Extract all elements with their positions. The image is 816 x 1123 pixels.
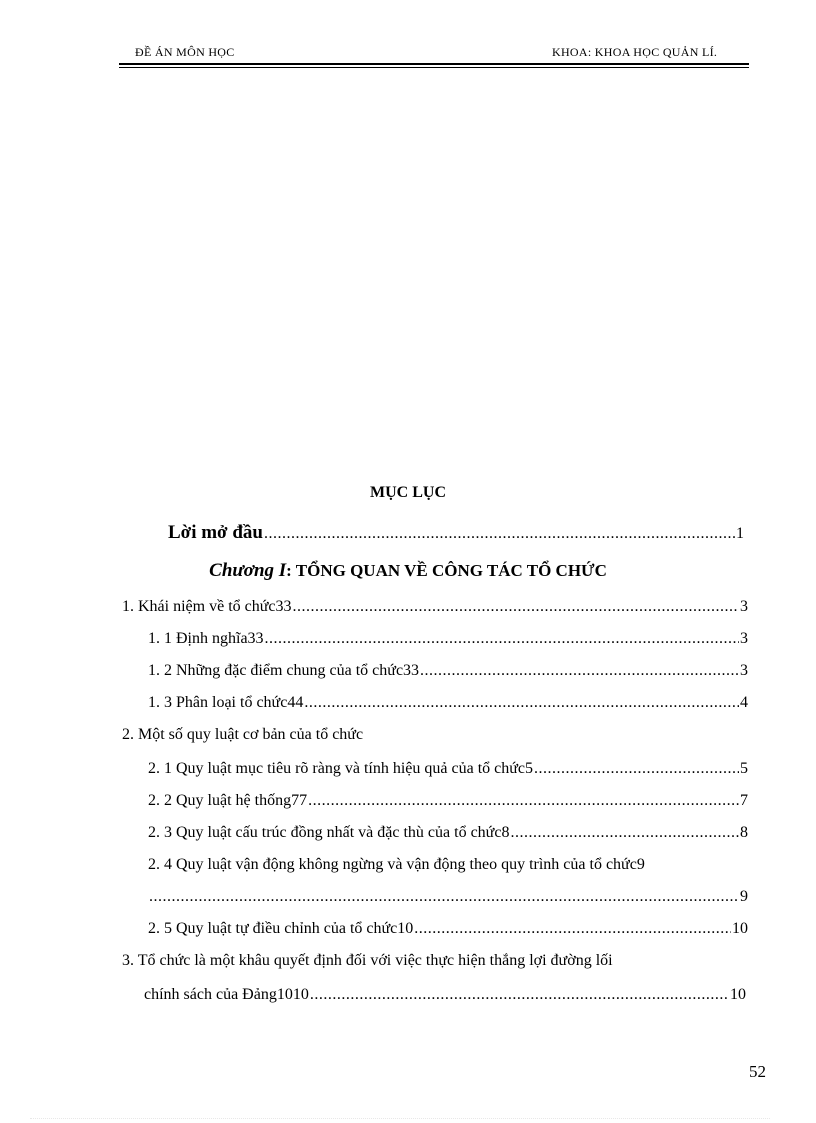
- toc-entry-continuation[interactable]: [148, 886, 748, 908]
- header-faculty-label: KHOA: KHOA HỌC QUẢN LÍ.: [552, 45, 718, 59]
- toc-entry-wrapped[interactable]: 2. 4 Quy luật vận động không ngừng và vận động theo quy trình của tổ chức9: [148, 856, 645, 873]
- toc-entry-page: 9: [740, 888, 748, 905]
- header-rule-thin: [119, 67, 749, 68]
- toc-entry[interactable]: [148, 660, 748, 682]
- dot-leader: [534, 758, 739, 780]
- toc-entry-label: 1. 3 Phân loại tổ chức44: [148, 694, 304, 711]
- toc-entry-page: 3: [740, 662, 748, 679]
- footer-divider: [30, 1118, 770, 1119]
- toc-entry[interactable]: [148, 692, 748, 714]
- toc-entry-label: 1. Khái niệm về tổ chức33: [122, 598, 292, 615]
- toc-entry-label: Lời mở đầu: [168, 522, 263, 543]
- toc-entry-page: 3: [740, 630, 748, 647]
- toc-entry[interactable]: [122, 596, 748, 618]
- toc-entry-label: chính sách của Đảng1010: [144, 986, 309, 1003]
- toc-entry-label: 1. 1 Định nghĩa33: [148, 630, 264, 647]
- toc-entry-page: 3: [740, 598, 748, 615]
- dot-leader: [149, 886, 739, 908]
- toc-entry-page: 8: [740, 824, 748, 841]
- dot-leader: [265, 628, 739, 650]
- toc-entry-continuation[interactable]: [144, 984, 746, 1006]
- toc-entry[interactable]: [148, 822, 748, 844]
- toc-entry[interactable]: [148, 790, 748, 812]
- toc-entry-page: 1: [736, 525, 744, 542]
- dot-leader: [264, 523, 735, 545]
- dot-leader: [310, 984, 729, 1006]
- toc-entry-label: 1. 2 Những đặc điểm chung của tổ chức33: [148, 662, 420, 679]
- dot-leader: [293, 596, 739, 618]
- toc-entry-page: 10: [732, 920, 748, 937]
- toc-entry[interactable]: [148, 628, 748, 650]
- dot-leader: [420, 660, 739, 682]
- toc-entry-page: 4: [740, 694, 748, 711]
- toc-entry[interactable]: [148, 758, 748, 780]
- chapter-title: : TỔNG QUAN VỀ CÔNG TÁC TỔ CHỨC: [286, 561, 607, 580]
- toc-entry[interactable]: [148, 918, 748, 940]
- toc-entry-page: 5: [740, 760, 748, 777]
- page-number: 52: [749, 1062, 766, 1081]
- dot-leader: [414, 918, 731, 940]
- toc-entry-label: 2. 5 Quy luật tự điều chỉnh của tổ chức10: [148, 920, 414, 937]
- chapter-label: Chương I: [209, 560, 287, 581]
- header-course-label: ĐỀ ÁN MÔN HỌC: [135, 45, 235, 59]
- toc-entry-label: 2. 2 Quy luật hệ thống77: [148, 792, 308, 809]
- toc-entry-page: 7: [740, 792, 748, 809]
- toc-entry-intro[interactable]: [168, 522, 744, 544]
- toc-entry-page: 10: [730, 986, 746, 1003]
- chapter-heading: [0, 560, 816, 582]
- toc-title: MỤC LỤC: [370, 484, 446, 501]
- toc-entry-wrapped[interactable]: 3. Tổ chức là một khâu quyết định đối với việc thực hiện thắng lợi đường lối: [122, 952, 613, 969]
- dot-leader: [304, 692, 739, 714]
- toc-section-heading[interactable]: 2. Một số quy luật cơ bản của tổ chức: [122, 726, 364, 743]
- header-rule: [119, 63, 749, 65]
- dot-leader: [308, 790, 739, 812]
- toc-entry-label: 2. 1 Quy luật mục tiêu rõ ràng và tính hiệu quả của tổ chức5: [148, 760, 534, 777]
- dot-leader: [510, 822, 739, 844]
- toc-entry-label: 2. 3 Quy luật cấu trúc đồng nhất và đặc thù của tổ chức8: [148, 824, 510, 841]
